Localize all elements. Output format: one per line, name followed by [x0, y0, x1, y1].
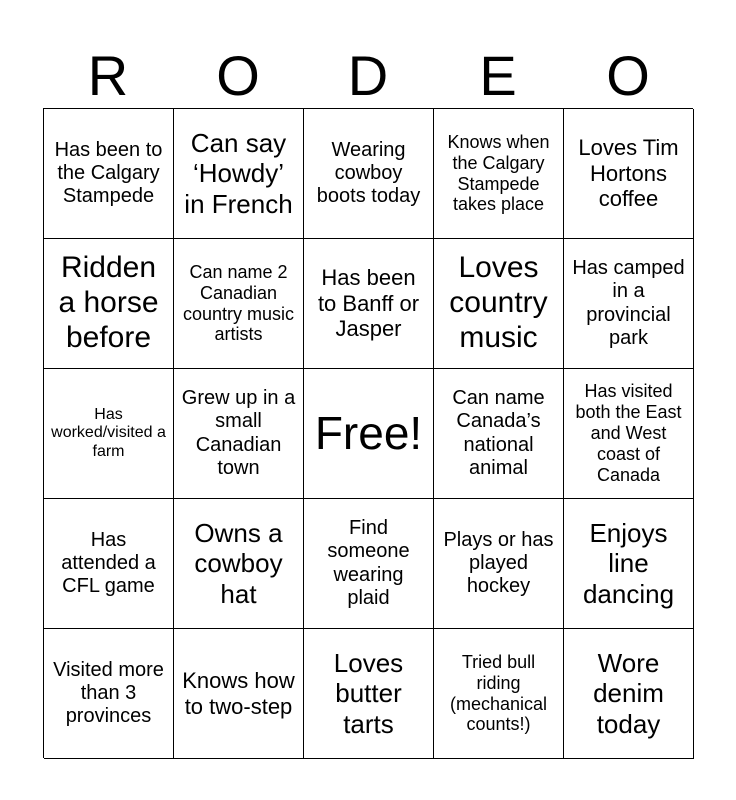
- bingo-cell-text: Has worked/visited a farm: [51, 405, 166, 460]
- header-letter-o: O: [216, 44, 260, 107]
- bingo-cell-text: Can name 2 Canadian country music artists: [182, 261, 295, 345]
- bingo-cell-text: Knows how to two-step: [182, 667, 295, 719]
- bingo-cell-text: Has camped in a provincial park: [572, 257, 685, 349]
- header-letter-o-2: O: [606, 44, 650, 107]
- bingo-cell[interactable]: [564, 629, 694, 759]
- bingo-cell-text: Can say ‘Howdy’ in French: [184, 128, 293, 219]
- bingo-cell[interactable]: [564, 499, 694, 629]
- bingo-cell-text: Find someone wearing plaid: [327, 517, 410, 609]
- bingo-cell-text: Has visited both the East and West coast of Canada: [575, 381, 682, 485]
- bingo-cell[interactable]: [434, 629, 564, 759]
- bingo-free-space[interactable]: [304, 369, 434, 499]
- bingo-board: [43, 108, 693, 758]
- bingo-cell[interactable]: [174, 629, 304, 759]
- bingo-cell[interactable]: [44, 369, 174, 499]
- bingo-cell[interactable]: [44, 629, 174, 759]
- bingo-cell-text: Wearing cowboy boots today: [316, 138, 421, 208]
- bingo-cell-text: Plays or has played hockey: [443, 528, 554, 598]
- bingo-cell[interactable]: [304, 239, 434, 369]
- bingo-cell-text: Ridden a horse before: [58, 251, 159, 354]
- header-letter-d: D: [347, 44, 389, 107]
- bingo-cell-text: Loves country music: [449, 251, 548, 354]
- bingo-cell-text: Has attended a CFL game: [61, 528, 156, 598]
- bingo-cell-text: Loves butter tarts: [333, 648, 404, 739]
- bingo-cell-text: Owns a cowboy hat: [194, 518, 283, 609]
- bingo-cell[interactable]: [564, 109, 694, 239]
- bingo-cell[interactable]: [434, 499, 564, 629]
- bingo-cell[interactable]: [44, 239, 174, 369]
- bingo-cell-text: Tried bull riding (mechanical counts!): [449, 651, 548, 735]
- bingo-cell-text: Knows when the Calgary Stampede takes place: [447, 131, 550, 215]
- bingo-cell-text: Enjoys line dancing: [582, 518, 675, 609]
- bingo-cell[interactable]: [564, 369, 694, 499]
- header-letter-e: E: [479, 44, 517, 107]
- bingo-cell[interactable]: [304, 499, 434, 629]
- bingo-cell[interactable]: [564, 239, 694, 369]
- bingo-cell[interactable]: [174, 239, 304, 369]
- bingo-cell[interactable]: [434, 369, 564, 499]
- bingo-header: [43, 44, 693, 108]
- bingo-cell-text: Can name Canada’s national animal: [452, 387, 545, 479]
- bingo-cell[interactable]: [174, 369, 304, 499]
- bingo-cell-text: Wore denim today: [593, 648, 664, 739]
- bingo-cell-text: Grew up in a small Canadian town: [181, 387, 296, 479]
- bingo-cell-text: Has been to Banff or Jasper: [317, 265, 420, 342]
- header-letter-r: R: [87, 44, 129, 107]
- bingo-cell[interactable]: [434, 239, 564, 369]
- bingo-cell[interactable]: [304, 109, 434, 239]
- bingo-cell-text: Loves Tim Hortons coffee: [578, 135, 679, 212]
- bingo-cell[interactable]: [44, 499, 174, 629]
- free-space-text: Free!: [314, 406, 423, 459]
- bingo-cell[interactable]: [174, 109, 304, 239]
- bingo-cell[interactable]: [174, 499, 304, 629]
- bingo-cell[interactable]: [434, 109, 564, 239]
- bingo-cell-text: Visited more than 3 provinces: [53, 658, 164, 728]
- bingo-cell-text: Has been to the Calgary Stampede: [54, 138, 163, 208]
- bingo-cell[interactable]: [44, 109, 174, 239]
- bingo-cell[interactable]: [304, 629, 434, 759]
